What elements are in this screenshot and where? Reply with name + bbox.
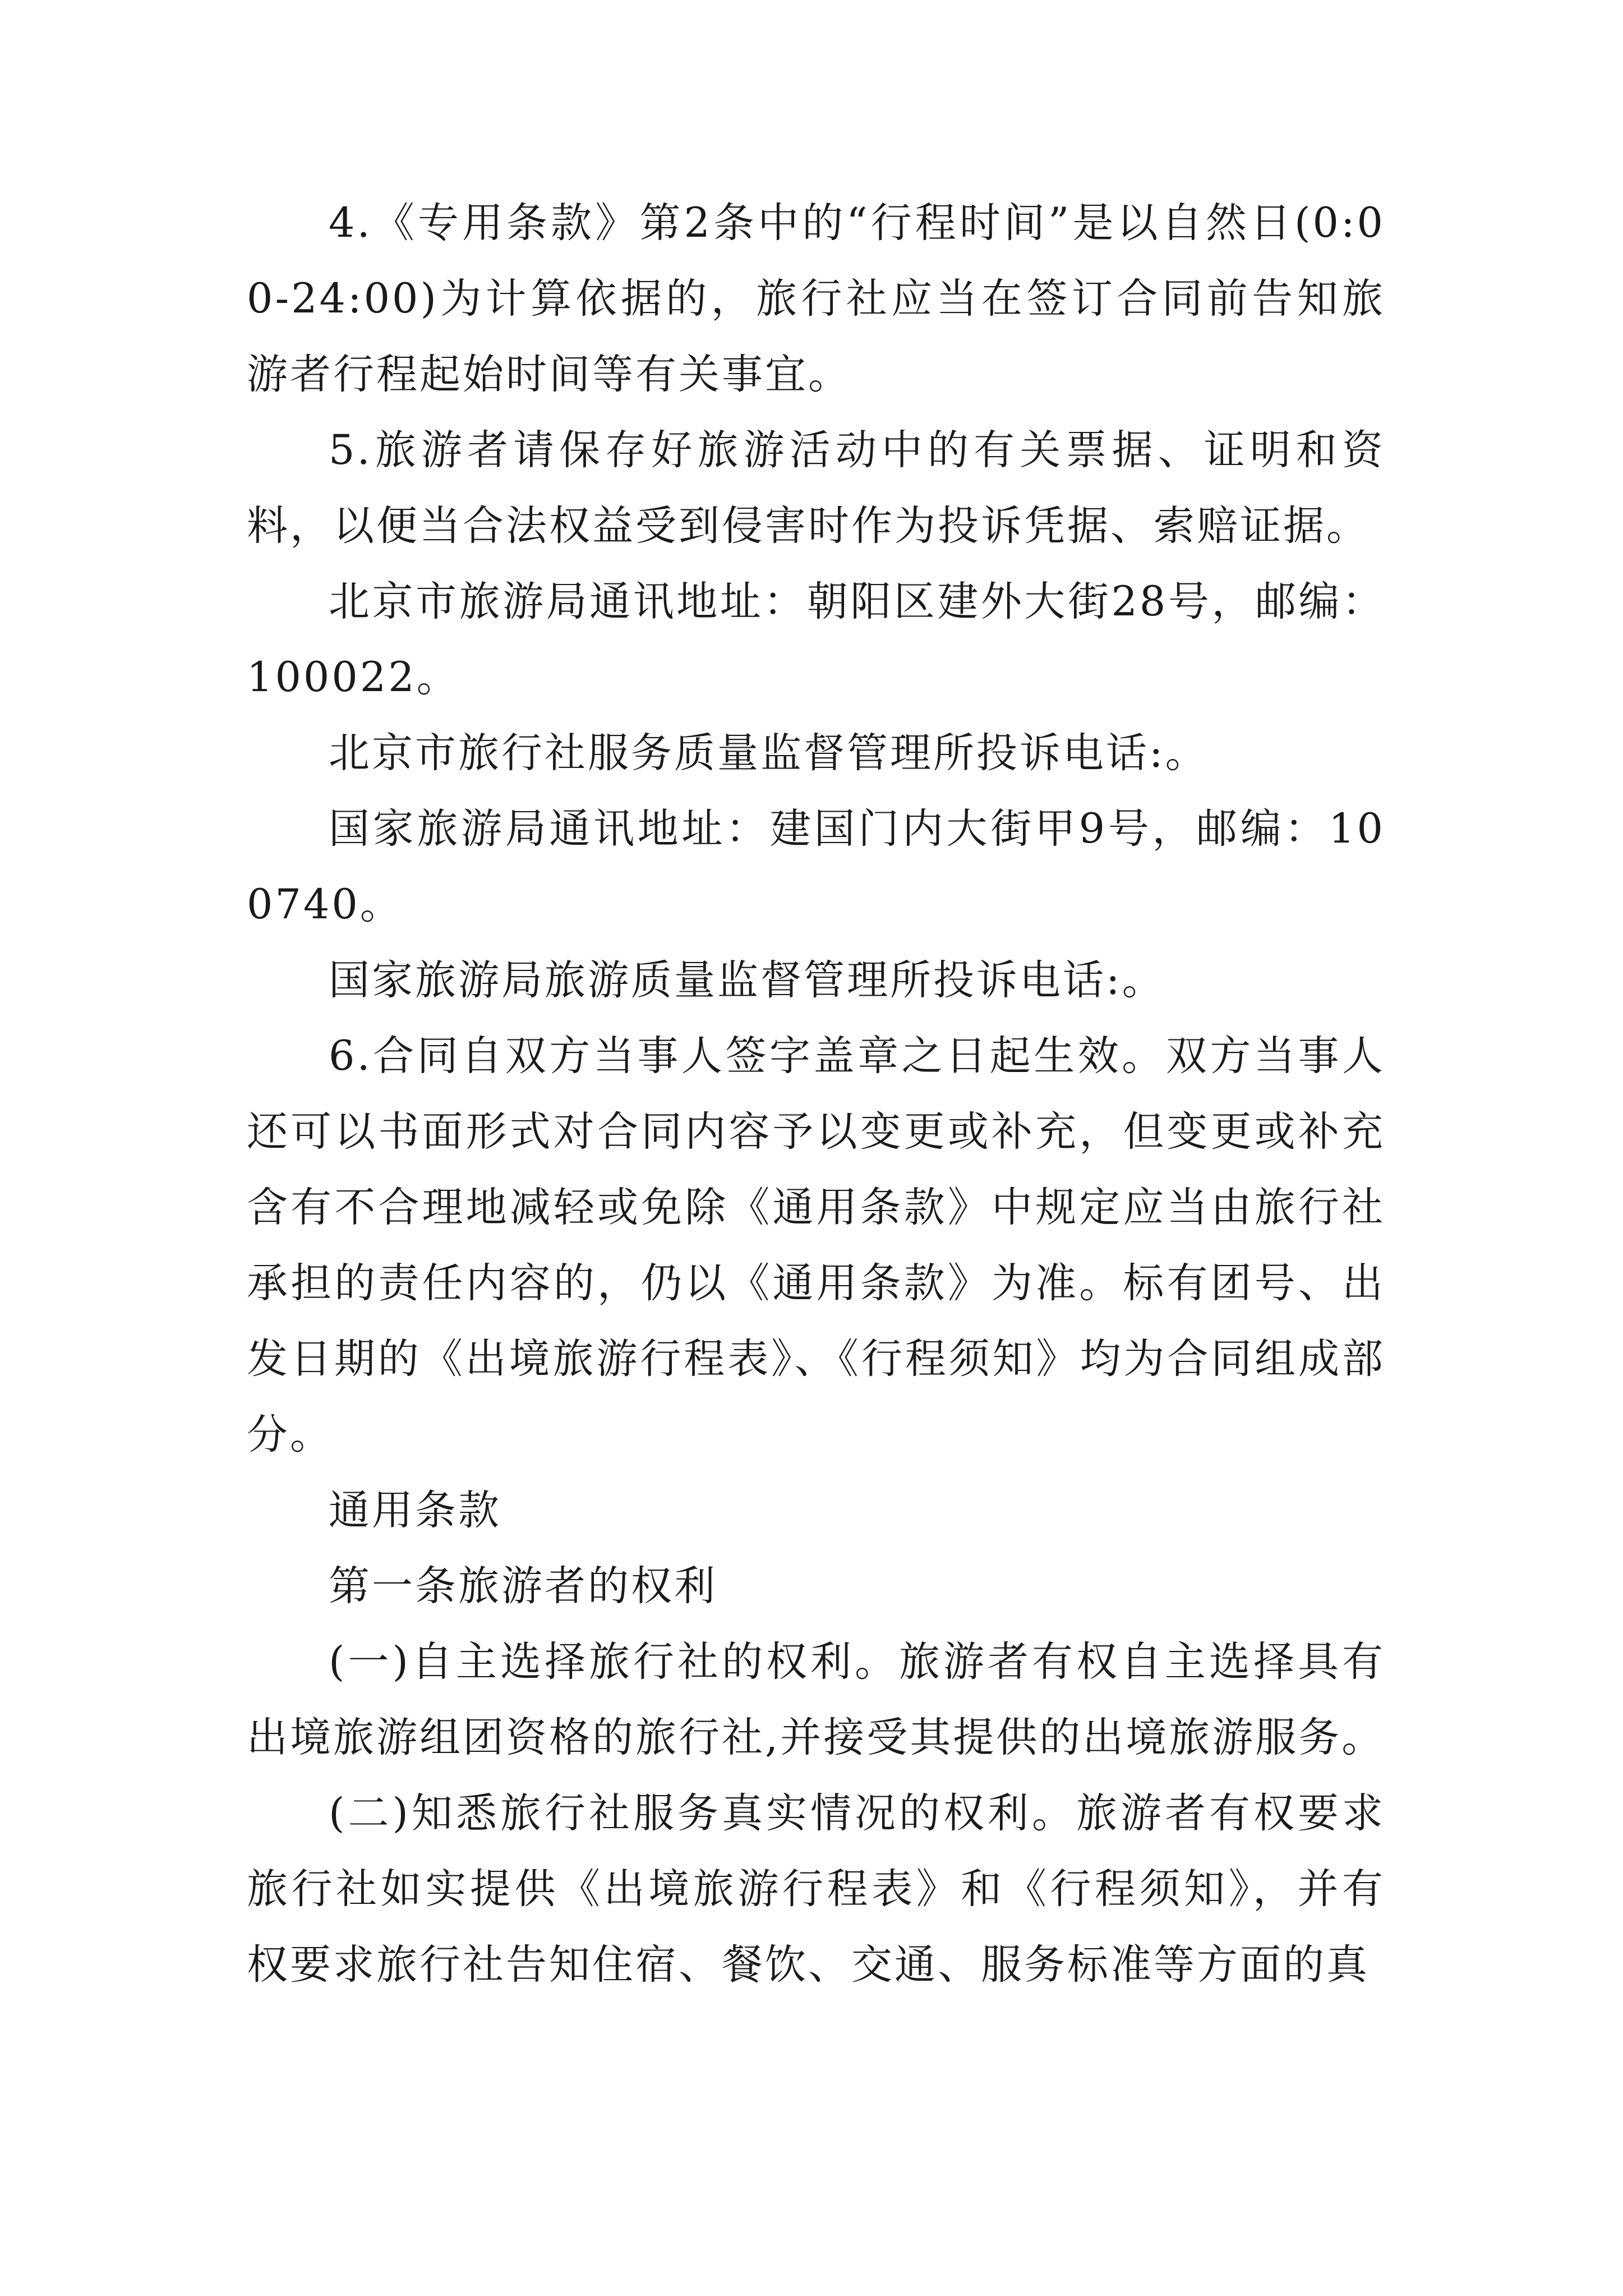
paragraph-national-complaint-phone: 国家旅游局旅游质量监督管理所投诉电话:。 bbox=[329, 956, 1165, 1004]
paragraph-keep-receipts: 5.旅游者请保存好旅游活动中的有关票据、证明和资料，以便当合法权益受到侵害时作为投诉凭据、索赔证据。 bbox=[247, 426, 1385, 550]
paragraph-beijing-bureau-address: 北京市旅游局通讯地址：朝阳区建外大街28号，邮编：100022。 bbox=[247, 578, 1385, 701]
section-heading-general-terms: 通用条款 bbox=[329, 1487, 501, 1534]
paragraph-right-know-service: (二)知悉旅行社服务真实情况的权利。旅游者有权要求旅行社如实提供《出境旅游行程表》和《行程须知》，并有权要求旅行社告知住宿、餐饮、交通、服务标准等方面的真 bbox=[247, 1789, 1385, 1989]
paragraph-beijing-complaint-phone: 北京市旅行社服务质量监督管理所投诉电话:。 bbox=[329, 729, 1209, 777]
paragraph-right-choose-agency: (一)自主选择旅行社的权利。旅游者有权自主选择具有出境旅游组团资格的旅行社,并接受其提供的出境旅游服务。 bbox=[247, 1638, 1385, 1761]
paragraph-contract-effect: 6.合同自双方当事人签字盖章之日起生效。双方当事人还可以书面形式对合同内容予以变更或补充，但变更或补充含有不合理地减轻或免除《通用条款》中规定应当由旅行社承担的责任内容的，仍以《通用条款》为准。标有团号、出发日期的《出境旅游行程表》、《行程须知》均为合同组成部分。 bbox=[247, 1032, 1385, 1458]
paragraph-itinerary-time: 4.《专用条款》第2条中的“行程时间”是以自然日(0:00-24:00)为计算依据的，旅行社应当在签订合同前告知旅游者行程起始时间等有关事宜。 bbox=[247, 199, 1385, 398]
article-heading-tourist-rights: 第一条旅游者的权利 bbox=[329, 1562, 717, 1610]
paragraph-national-bureau-address: 国家旅游局通讯地址：建国门内大街甲9号，邮编：100740。 bbox=[247, 805, 1385, 928]
document-body bbox=[247, 185, 1385, 2003]
